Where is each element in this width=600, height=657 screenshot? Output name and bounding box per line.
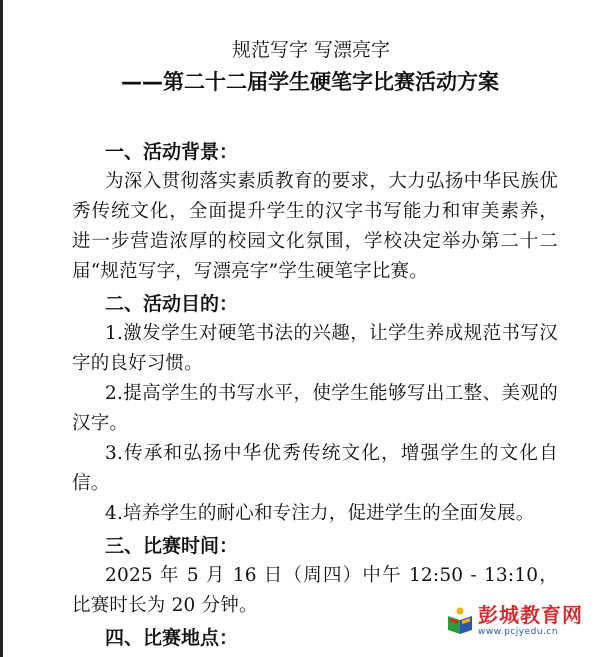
document-title	[0, 36, 600, 97]
watermark-text	[478, 605, 583, 637]
section-paragraph: 2025 年 5 月 16 日（周四）中午 12:50 - 13:10，比赛时长为 20 分钟。	[72, 565, 558, 616]
section-heading: 四、比赛地点：	[105, 627, 239, 649]
section-paragraph: 4.培养学生的耐心和专注力，促进学生的全面发展。	[105, 503, 535, 524]
section-purpose	[72, 289, 558, 529]
site-watermark	[446, 599, 596, 643]
section-heading: 二、活动目的：	[105, 293, 239, 315]
section-paragraph: 3.传承和弘扬中华优秀传统文化，增强学生的文化自信。	[72, 443, 558, 494]
section-paragraph: 2.提高学生的书写水平，使学生能够写出工整、美观的汉字。	[72, 383, 558, 434]
title-line-1: 规范写字 写漂亮字	[231, 39, 391, 61]
section-paragraph: 为深入贯彻落实素质教育的要求，大力弘扬中华民族优秀传统文化，全面提升学生的汉字书写能力和审美素养，进一步营造浓厚的校园文化氛围，学校决定举办第二十二届“规范写字，写漂亮字”学生硬笔字比赛。	[72, 171, 558, 282]
section-background	[72, 137, 558, 287]
section-heading: 一、活动背景：	[105, 141, 239, 163]
watermark-site-url[interactable]: www.pcjyedu.cn	[478, 627, 559, 637]
section-paragraph: 1.激发学生对硬笔书法的兴趣，让学生养成规范书写汉字的良好习惯。	[72, 323, 558, 374]
section-heading: 三、比赛时间：	[105, 535, 239, 557]
book-logo-icon	[446, 606, 474, 636]
document-body	[72, 135, 558, 653]
watermark-site-name[interactable]: 彭城教育网	[478, 603, 583, 627]
title-line-2: ——第二十二届学生硬笔字比赛活动方案	[121, 70, 499, 94]
